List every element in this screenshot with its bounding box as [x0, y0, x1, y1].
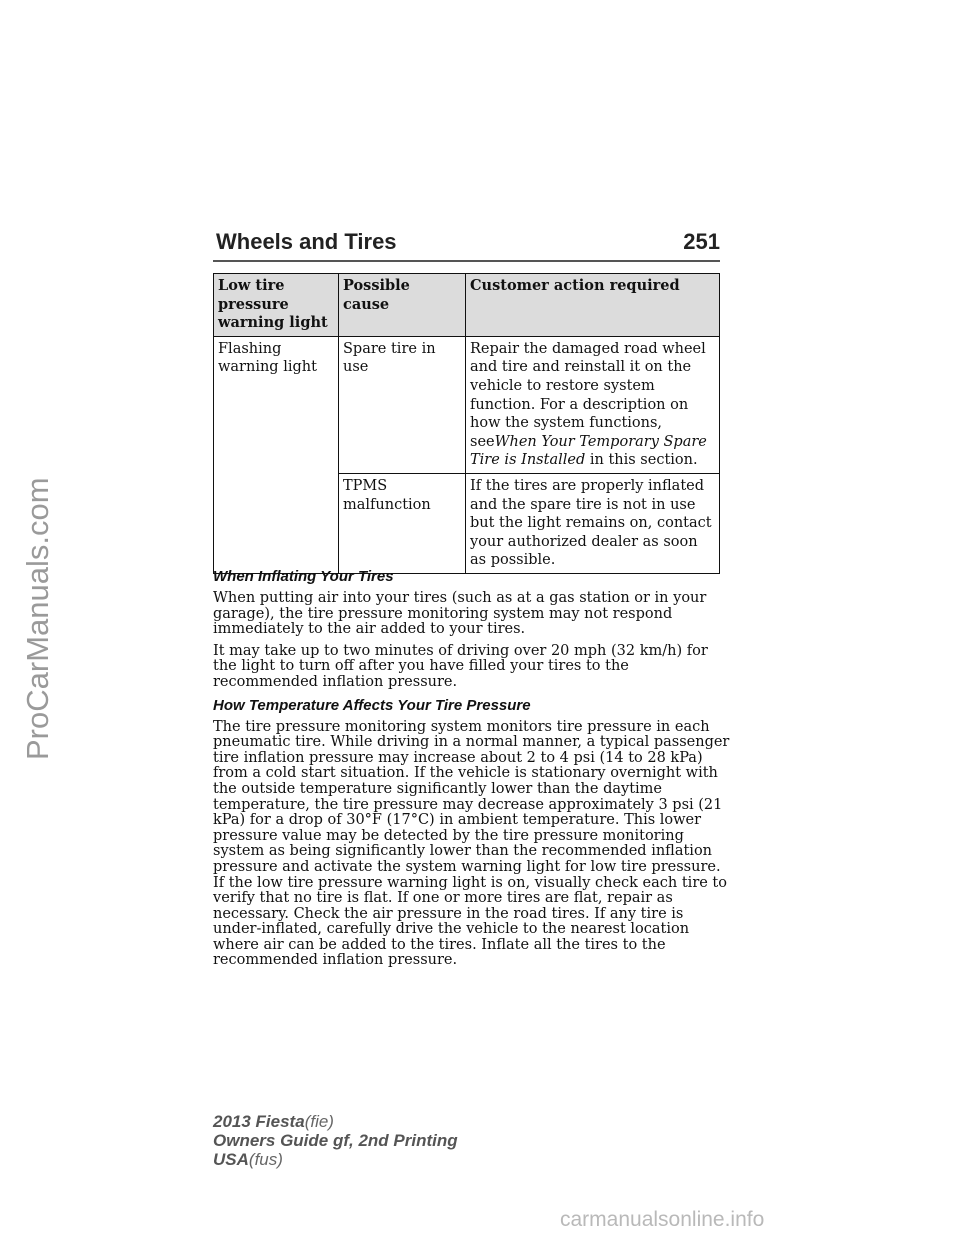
column-header-cause: Possible cause: [339, 274, 466, 337]
cell-cause: TPMS malfunction: [339, 473, 466, 573]
column-header-light: Low tire pressure warning light: [214, 274, 339, 337]
footer-market: USA: [213, 1150, 249, 1169]
page-number: 251: [683, 229, 720, 254]
body-content: [213, 568, 733, 975]
side-watermark: [18, 0, 58, 1242]
footer-guide: Owners Guide gf, 2nd Printing: [213, 1131, 458, 1150]
footer-line: [213, 1150, 458, 1169]
section-heading: How Temperature Affects Your Tire Pressure: [213, 696, 531, 714]
footer-model: 2013 Fiesta: [213, 1112, 305, 1131]
footer-market-code: (fus): [248, 1150, 283, 1169]
warning-light-table: [213, 273, 720, 574]
cell-action: If the tires are properly inflated and the spare tire is not in use but the light remains on, contact your authorized dealer as soon as possible.: [466, 473, 720, 573]
cell-light: Flashing warning light: [214, 336, 339, 573]
table-header-row: [214, 274, 720, 337]
action-reference: When Your Temporary Spare Tire is Installed: [470, 433, 707, 469]
side-watermark-text: ProCarManuals.com: [20, 477, 55, 760]
bottom-watermark: carmanualsonline.info: [560, 1208, 765, 1231]
action-text: Repair the damaged road wheel and tire and reinstall it on the vehicle to restore system function. For a description on how the system functions, see: [470, 340, 706, 450]
page-header: [213, 226, 720, 262]
table-row: [214, 336, 720, 473]
paragraph: When putting air into your tires (such as at a gas station or in your garage), the tire pressure monitoring system may not respond immediately to the air added to your tires.: [213, 590, 707, 638]
page-title: Wheels and Tires: [216, 229, 397, 254]
section-heading: When Inflating Your Tires: [213, 568, 394, 585]
action-text-end: in this section.: [589, 452, 698, 469]
footer-model-code: (fie): [304, 1112, 334, 1131]
footer-line: [213, 1112, 458, 1131]
page-footer: [213, 1112, 458, 1169]
column-header-action: Customer action required: [466, 274, 720, 337]
paragraph: The tire pressure monitoring system monitors tire pressure in each pneumatic tire. While driving in a normal manner, a typical passenger tire inflation pressure may increase about 2 to 4 psi (14 to 28 kPa) from a cold start situation. If the vehicle is stationary overnight with the outside temperature significantly lower than the daytime temperature, the tire pressure may decrease approximately 3 psi (21 kPa) for a drop of 30°F (17°C) in ambient temperature. This lower pressure value may be detected by the tire pressure monitoring system as being significantly lower than the recommended inflation pressure and activate the system warning light for low tire pressure. If the low tire pressure warning light is on, visually check each tire to verify that no tire is flat. If one or more tires are flat, repair as necessary. Check the air pressure in the road tires. If any tire is under-inflated, carefully drive the vehicle to the nearest location where air can be added to the tires. Inflate all the tires to the recommended inflation pressure.: [213, 718, 730, 969]
cell-action: [466, 336, 720, 473]
footer-line: [213, 1131, 458, 1150]
paragraph: It may take up to two minutes of driving over 20 mph (32 km/h) for the light to turn off after you have filled your tires to the recommended inflation pressure.: [213, 642, 708, 690]
cell-cause: Spare tire in use: [339, 336, 466, 473]
